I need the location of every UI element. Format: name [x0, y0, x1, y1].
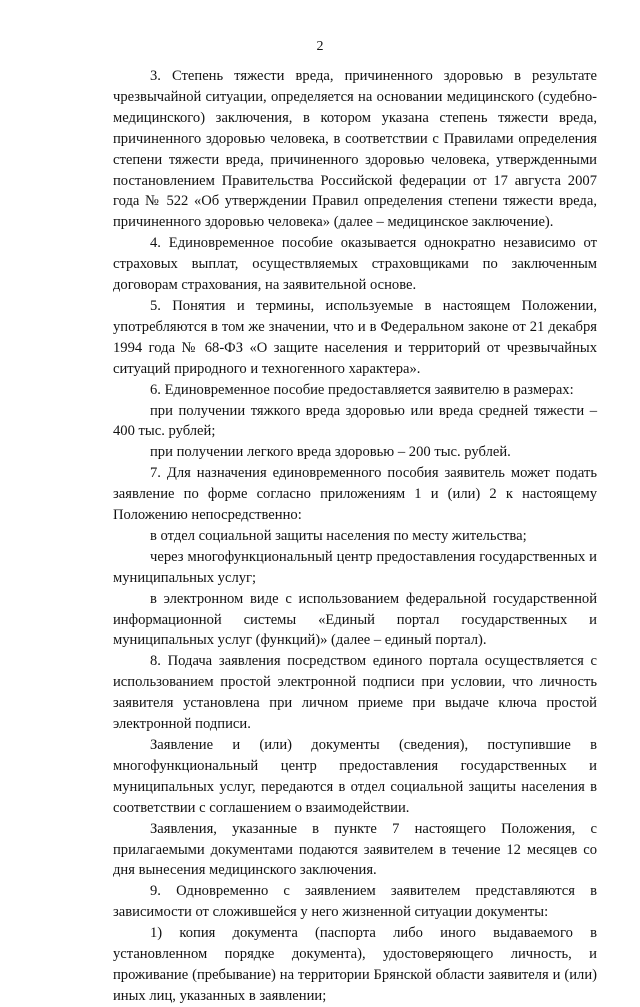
- paragraph-7-item-mfc: через многофункциональный центр предоставления государственных и муниципальных услуг;: [113, 548, 597, 586]
- page-number: 2: [316, 39, 324, 54]
- paragraph-7: 7. Для назначения единовременного пособия заявитель может подать заявление по форме согласно приложениям 1 и (или) 2 к настоящему Положению непосредственно:: [113, 465, 597, 524]
- paragraph-3: 3. Степень тяжести вреда, причиненного здоровью в результате чрезвычайной ситуации, определяется на основании медицинского (судебно-медицинского) заключения, в котором указана степень тяжести вреда, причиненного здоровью человека, в соответствии с Правилами определения степени тяжести вреда, причиненного здоровью человека, утвержденными постановлением Правительства Российской федерации от 17 августа 2007 года № 522 «Об утверждении Правил определения степени тяжести вреда, причиненного здоровью человека» (далее – медицинское заключение).: [113, 68, 597, 231]
- paragraph-8-deadline: Заявления, указанные в пункте 7 настоящего Положения, с прилагаемыми документами подаются заявителем в течение 12 месяцев со дня вынесения медицинского заключения.: [113, 820, 597, 879]
- paragraph-9: 9. Одновременно с заявлением заявителем представляются в зависимости от сложившейся у него жизненной ситуации документы:: [113, 883, 597, 921]
- paragraph-7-item-office: в отдел социальной защиты населения по месту жительства;: [150, 527, 527, 544]
- document-body: [113, 66, 597, 1007]
- paragraph-8-mfc: Заявление и (или) документы (сведения), поступившие в многофункциональный центр предоставления государственных и муниципальных услуг, передаются в отдел социальной защиты населения в соответствии с соглашением о взаимодействии.: [113, 737, 597, 816]
- paragraph-6-item-severe: при получении тяжкого вреда здоровью или вреда средней тяжести – 400 тыс. рублей;: [113, 402, 597, 440]
- paragraph-9-item-1: 1) копия документа (паспорта либо иного выдаваемого в установленном порядке документа), удостоверяющего личность, и проживание (пребывание) на территории Брянской области заявителя и (или) иных лиц, указанных в заявлении;: [113, 925, 597, 1004]
- paragraph-6-item-light: при получении легкого вреда здоровью – 200 тыс. рублей.: [150, 444, 511, 461]
- paragraph-8: 8. Подача заявления посредством единого портала осуществляется с использованием простой электронной подписи при условии, что личность заявителя установлена при личном приеме при выдаче ключа простой электронной подписи.: [113, 653, 597, 733]
- paragraph-7-item-portal: в электронном виде с использованием федеральной государственной информационной системы «Единый портал государственных и муниципальных услуг (функций)» (далее – единый портал).: [113, 590, 597, 649]
- paragraph-5: 5. Понятия и термины, используемые в настоящем Положении, употребляются в том же значении, что и в Федеральном законе от 21 декабря 1994 года № 68-ФЗ «О защите населения и территорий от чрезвычайных ситуаций природного и техногенного характера».: [113, 297, 597, 377]
- paragraph-4: 4. Единовременное пособие оказывается однократно независимо от страховых выплат, осуществляемых страховщиками по заключенным договорам страхования, на заявительной основе.: [113, 235, 597, 294]
- paragraph-6: 6. Единовременное пособие предоставляется заявителю в размерах:: [150, 381, 574, 398]
